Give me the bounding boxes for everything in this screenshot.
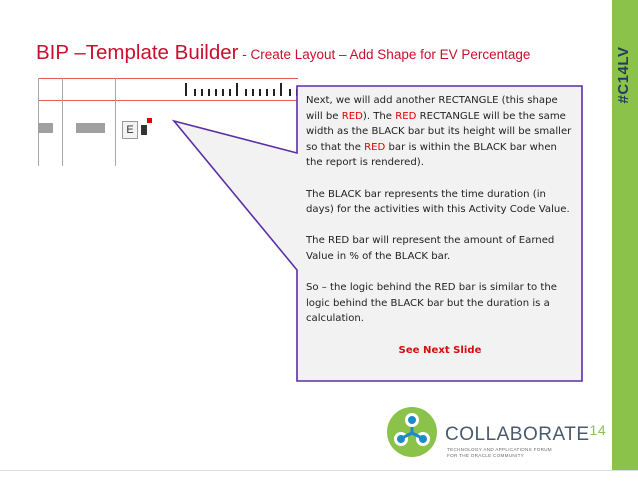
red-word: RED: [364, 141, 386, 153]
callout-text: [306, 93, 574, 374]
logo-tagline: [447, 447, 552, 458]
title-main: BIP –Template Builder: [36, 41, 239, 64]
hashtag-label: #C14LV: [615, 46, 632, 104]
logo-tagline-line-2: FOR THE ORACLE COMMUNITY: [447, 452, 525, 458]
logo-name: COLLABORATE: [445, 424, 590, 445]
logo-petal-center: [408, 416, 416, 424]
logo-tagline-line-1: TECHNOLOGY AND APPLICATIONS FORUM: [447, 447, 552, 452]
title-subtitle: - Create Layout – Add Shape for EV Percentage: [238, 47, 531, 62]
bottom-divider: [0, 470, 638, 471]
callout-paragraph-2: The BLACK bar represents the time duration (in days) for the activities with this Activity Code Value.: [306, 188, 570, 216]
callout-paragraph-1: [306, 93, 574, 171]
callout-paragraph-3: The RED bar will represent the amount of Earned Value in % of the BLACK bar.: [306, 235, 555, 262]
see-next-slide-link[interactable]: See Next Slide: [398, 344, 482, 356]
red-word: RED: [395, 110, 417, 122]
logo-wordmark: [445, 424, 606, 446]
logo-number: 14: [589, 422, 607, 438]
text-run: Next, we will add another RECTANGLE (this shape will be: [306, 95, 558, 122]
red-word: RED: [341, 110, 363, 122]
field-e[interactable]: E: [122, 121, 138, 139]
text-run: bar is within the BLACK bar when the report is rendered).: [306, 141, 557, 169]
text-run: RECTANGLE will be the same width as the BLACK bar but its height will be smaller so that the: [306, 110, 572, 153]
callout-paragraph-4: So – the logic behind the RED bar is similar to the logic behind the BLACK bar but the duration is a calculation.: [306, 282, 557, 325]
text-run: ). The: [362, 110, 396, 122]
